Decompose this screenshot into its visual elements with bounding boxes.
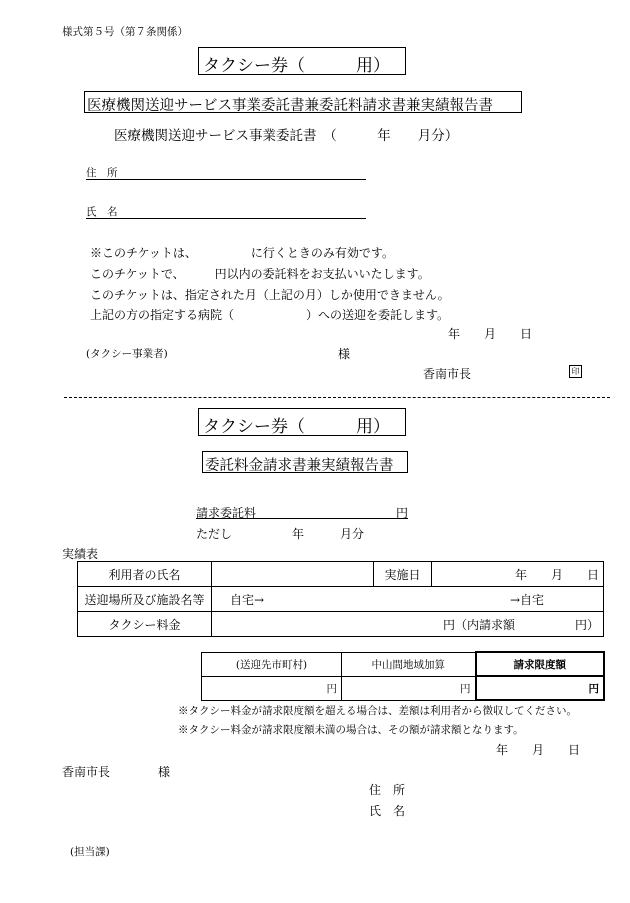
cut-line bbox=[64, 397, 610, 398]
limit-header-municipality: (送迎先市町村) bbox=[202, 652, 342, 676]
user-name-label: 利用者の氏名 bbox=[78, 562, 212, 587]
note-3: このチケットは、指定された月（上記の月）しか使用できません。 bbox=[90, 288, 450, 302]
route-from: 自宅→ bbox=[230, 593, 265, 607]
address-label: 住 所 bbox=[86, 167, 118, 179]
ticket-title-box-2 bbox=[198, 408, 406, 436]
address-line bbox=[86, 179, 366, 180]
limit-value-municipality: 円 bbox=[202, 676, 342, 700]
name-label: 氏 名 bbox=[86, 206, 118, 218]
date-value: 年 月 日 bbox=[432, 562, 604, 587]
mayor-label-2: 香南市長 bbox=[62, 765, 111, 779]
name-line bbox=[86, 218, 366, 219]
table-row bbox=[78, 562, 604, 587]
limit-note-2: ※タクシー料金が請求限度額未満の場合は、その額が請求額となります。 bbox=[178, 724, 524, 736]
fare-value: 円（内請求額 円） bbox=[212, 612, 604, 637]
table-row bbox=[202, 652, 605, 676]
doc-title-box bbox=[84, 91, 522, 113]
table-row bbox=[202, 676, 605, 700]
limit-value-addition: 円 bbox=[342, 676, 476, 700]
limit-note-1: ※タクシー料金が請求限度額を超える場合は、差額は利用者から徴収してください。 bbox=[178, 705, 577, 717]
ticket-title-box bbox=[198, 47, 406, 75]
limit-header-max: 請求限度額 bbox=[476, 652, 605, 676]
report-date: 年 月 日 bbox=[496, 743, 581, 757]
note-4: 上記の方の指定する病院（ ）への送迎を委託します。 bbox=[90, 308, 450, 322]
date-label: 実施日 bbox=[374, 562, 432, 587]
table-row bbox=[78, 612, 604, 637]
record-title: 実績表 bbox=[62, 547, 99, 561]
doc-title: 医療機関送迎サービス事業委託書兼委託料請求書兼実績報告書 bbox=[87, 98, 493, 114]
ticket-title-2: タクシー券（ 用） bbox=[203, 417, 390, 437]
operator-label: (タクシー事業者) bbox=[86, 348, 168, 360]
route-to: →自宅 bbox=[510, 593, 545, 607]
record-table bbox=[77, 561, 604, 637]
limit-table bbox=[201, 651, 605, 701]
user-name-cell[interactable] bbox=[212, 562, 374, 587]
operator-sama: 様 bbox=[338, 347, 351, 361]
note-1: ※このチケットは、 に行くときのみ有効です。 bbox=[90, 246, 394, 260]
seal-stamp: 印 bbox=[569, 365, 582, 378]
sub-title: 医療機関送迎サービス事業委託書 （ 年 月分） bbox=[114, 128, 459, 144]
table-row bbox=[78, 587, 604, 612]
issue-date: 年 月 日 bbox=[448, 327, 533, 341]
limit-value-max: 円 bbox=[476, 676, 605, 700]
reporter-address-label: 住 所 bbox=[369, 783, 406, 797]
form-number: 様式第５号（第７条関係） bbox=[62, 26, 188, 38]
request-yen: 円 bbox=[396, 506, 409, 520]
ticket-title: タクシー券（ 用） bbox=[203, 56, 390, 76]
route-cell[interactable] bbox=[212, 587, 604, 612]
report-title: 委託料金請求書兼実績報告書 bbox=[205, 458, 394, 474]
fare-label: タクシー料金 bbox=[78, 612, 212, 637]
note-2: このチケットで、 円以内の委託料をお支払いいたします。 bbox=[90, 267, 430, 281]
report-title-box bbox=[202, 451, 408, 473]
proviso: ただし 年 月分 bbox=[196, 527, 365, 541]
request-line bbox=[196, 518, 408, 519]
request-label: 請求委託料 bbox=[196, 506, 257, 520]
reporter-name-label: 氏 名 bbox=[369, 804, 406, 818]
limit-header-addition: 中山間地域加算 bbox=[342, 652, 476, 676]
mayor-label: 香南市長 bbox=[423, 367, 472, 381]
route-label: 送迎場所及び施設名等 bbox=[78, 587, 212, 612]
mayor-sama: 様 bbox=[158, 765, 171, 779]
section-label: (担当課) bbox=[70, 846, 110, 858]
